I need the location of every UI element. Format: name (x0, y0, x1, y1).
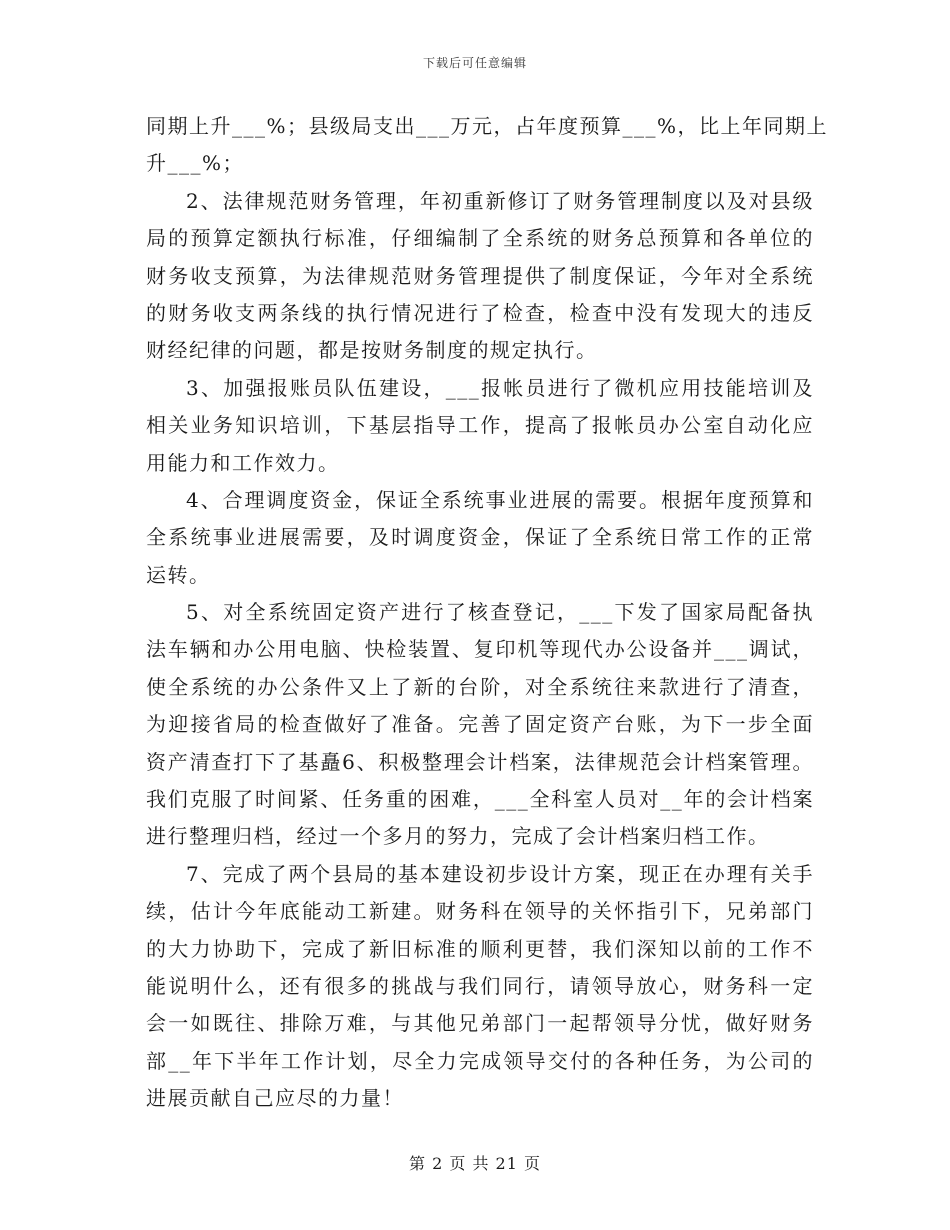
text-line: 财经纪律的问题，都是按财务制度的规定执行。 (146, 338, 598, 363)
text-line: 使全系统的办公条件又上了新的台阶，对全系统往来款进行了清查， (146, 674, 814, 699)
text-line: 全系统事业进展需要，及时调度资金，保证了全系统日常工作的正常 (146, 525, 814, 550)
text-line: 进行整理归档，经过一个多月的努力，完成了会计档案归档工作。 (146, 824, 770, 849)
page-number-footer: 第 2 页 共 21 页 (409, 1154, 541, 1173)
text-line: 财务收支预算，为法律规范财务管理提供了制度保证，今年对全系统 (146, 263, 814, 288)
text-line: 进展贡献自己应尽的力量！ (146, 1086, 404, 1111)
text-line: 7、完成了两个县局的基本建设初步设计方案，现正在办理有关手 (186, 861, 814, 886)
text-line: 2、法律规范财务管理，年初重新修订了财务管理制度以及对县级 (186, 188, 814, 213)
page-header: 下载后可任意编辑 (422, 56, 527, 70)
text-line: 局的预算定额执行标准，仔细编制了全系统的财务总预算和各单位的 (146, 226, 814, 251)
text-line: 5、对全系统固定资产进行了核查登记，___下发了国家局配备执 (186, 600, 814, 625)
text-line: 会一如既往、排除万难，与其他兄弟部门一起帮领导分忧，做好财务 (146, 1011, 814, 1036)
text-line: 资产清查打下了基矗6、积极整理会计档案，法律规范会计档案管理。 (146, 749, 814, 774)
text-line: 相关业务知识培训，下基层指导工作，提高了报帐员办公室自动化应 (146, 413, 814, 438)
text-line: 能说明什么，还有很多的挑战与我们同行，请领导放心，财务科一定 (146, 973, 814, 998)
text-line: 4、合理调度资金，保证全系统事业进展的需要。根据年度预算和 (186, 487, 814, 512)
document-body (146, 108, 829, 1118)
text-line: 的财务收支两条线的执行情况进行了检查，检查中没有发现大的违反 (146, 300, 814, 325)
text-line: 同期上升___%；县级局支出___万元，占年度预算___%，比上年同期上 (146, 114, 829, 138)
text-line: 用能力和工作效力。 (146, 450, 340, 475)
text-line: 法车辆和办公用电脑、快检装置、复印机等现代办公设备并___调试， (146, 637, 814, 662)
text-line: 我们克服了时间紧、任务重的困难，___全科室人员对__年的会计档案 (146, 787, 814, 812)
text-line: 的大力协助下，完成了新旧标准的顺利更替，我们深知以前的工作不 (146, 936, 814, 961)
text-line: 为迎接省局的检查做好了准备。完善了固定资产台账，为下一步全面 (146, 712, 814, 737)
text-line: 部__年下半年工作计划，尽全力完成领导交付的各种任务，为公司的 (146, 1048, 814, 1073)
text-line: 运转。 (146, 562, 211, 587)
text-line: 续，估计今年底能动工新建。财务科在领导的关怀指引下，兄弟部门 (146, 899, 814, 924)
text-line: 3、加强报账员队伍建设，___报帐员进行了微机应用技能培训及 (186, 375, 814, 400)
text-line: 升___%； (146, 151, 245, 176)
